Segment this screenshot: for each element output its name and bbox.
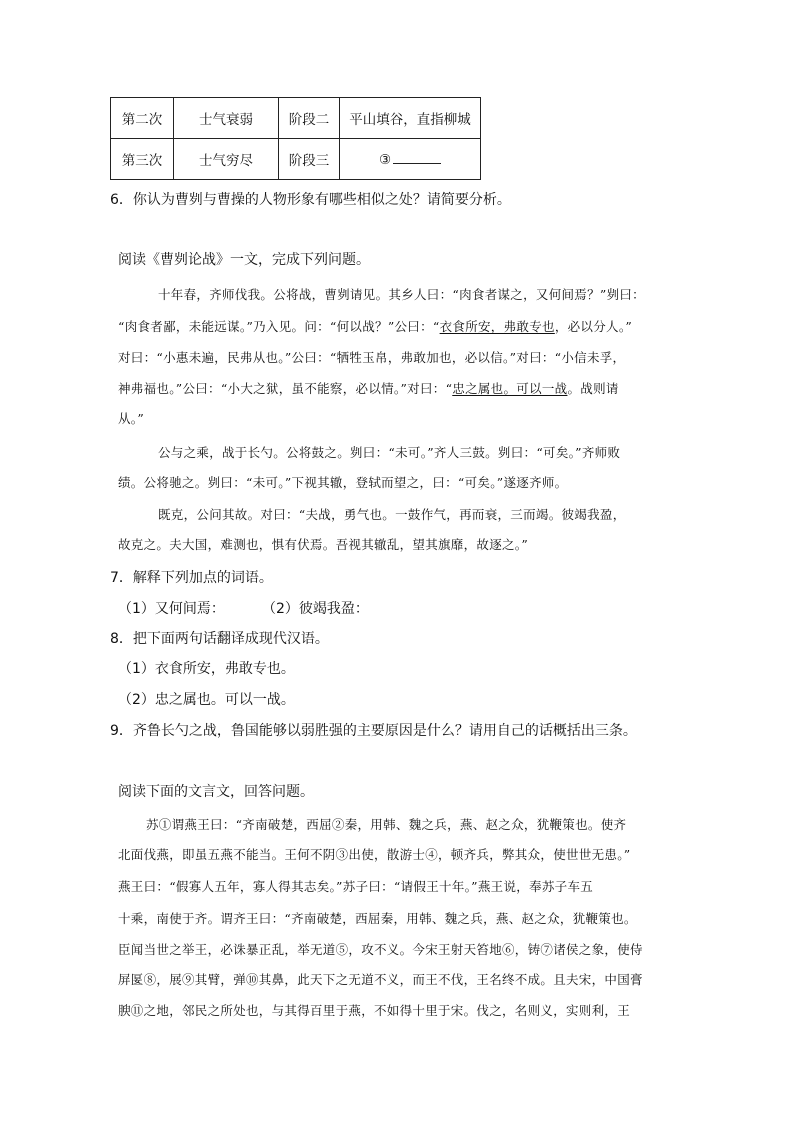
passage-line: 燕王曰：“假寡人五年，寡人得其志矣。”苏子曰：“请假王十年。”燕王说，奉苏子车五 xyxy=(118,879,594,894)
passage-text: 。战则请 xyxy=(567,381,619,396)
passage-line: 臣闻当世之举王，必诛暴正乱，举无道⑤，攻不义。今宋王射天笞地⑥，铸⑦诸侯之象，使侍 xyxy=(118,942,643,957)
passage-line: 十年春，齐师伐我。公将战，曹刿请见。其乡人曰：“肉食者谋之，又何间焉？”刿曰： xyxy=(158,287,645,302)
passage-line: 北面伐燕，即虽五燕不能当。王何不阴③出使，散游士④，顿齐兵，弊其众，使世世无患。” xyxy=(118,847,631,862)
passage-line: 绩。公将驰之。刿曰：“未可。”下视其辙，登轼而望之，曰：“可矣。”遂逐齐师。 xyxy=(118,475,568,490)
passage-text: “肉食者鄙，未能远谋。”乃入见。问：“何以战？”公曰：“ xyxy=(118,319,440,334)
table-cell: 士气穷尽 xyxy=(174,139,279,180)
table-cell: 第二次 xyxy=(111,98,174,139)
passage-line: 故克之。夫大国，难测也，惧有伏焉。吾视其辙乱，望其旗靡，故逐之。” xyxy=(118,537,529,552)
passage-line: 从。” xyxy=(118,411,145,426)
section-intro: 阅读《曹刿论战》一文，完成下列问题。 xyxy=(118,252,370,268)
question-8-item-2: （2）忠之属也。可以一战。 xyxy=(118,692,295,708)
underlined-text: 忠之属也。可以一战 xyxy=(452,381,568,396)
passage-line: 腴⑪之地，邻民之所处也，与其得百里于燕，不如得十里于宋。伐之，名则义，实则利，王 xyxy=(118,1003,631,1018)
passage-line: 既克，公问其故。对曰：“夫战，勇气也。一鼓作气，再而衰，三而竭。彼竭我盈， xyxy=(158,507,626,522)
passage-text: 神弗福也。”公曰：“小大之狱，虽不能察，必以情。”对曰：“ xyxy=(118,381,453,396)
table-cell: 第三次 xyxy=(111,139,174,180)
passage-line xyxy=(118,379,619,397)
fill-in-blank xyxy=(393,151,441,164)
passage-line: 公与之乘，战于长勺。公将鼓之。刿曰：“未可。”齐人三鼓。刿曰：“可矣。”齐师败 xyxy=(158,445,621,460)
passage-line: 十乘，南使于齐。谓齐王曰：“齐南破楚，西屈秦，用韩、魏之兵，燕、赵之众，犹鞭策也。 xyxy=(118,911,637,926)
stage-table xyxy=(110,97,481,180)
question-7: 7．解释下列加点的词语。 xyxy=(110,570,273,586)
question-8: 8．把下面两句话翻译成现代汉语。 xyxy=(110,631,329,647)
table-cell-blank xyxy=(340,139,481,180)
blank-marker: ③ xyxy=(378,151,392,168)
question-7-item-1: （1）又何间焉： xyxy=(118,601,225,617)
passage-text: ，必以分人。” xyxy=(554,319,633,334)
passage-line xyxy=(118,317,632,335)
passage-line: 屏匽⑧，展⑨其臂，弹⑩其鼻，此天下之无道不义，而王不伐，王名终不成。且夫宋，中国膏 xyxy=(118,972,643,987)
passage-line: 对曰：“小惠未遍，民弗从也。”公曰：“牺牲玉帛，弗敢加也，必以信。”对曰：“小信未孚， xyxy=(118,350,626,365)
table-cell: 士气衰弱 xyxy=(174,98,279,139)
table-row xyxy=(111,139,481,180)
underlined-text: 衣食所安，弗敢专也 xyxy=(439,319,555,334)
table-cell: 阶段二 xyxy=(279,98,340,139)
question-9: 9．齐鲁长勺之战，鲁国能够以弱胜强的主要原因是什么？请用自己的话概括出三条。 xyxy=(110,723,637,739)
question-7-item-2: （2）彼竭我盈： xyxy=(262,601,369,617)
question-6: 6．你认为曹刿与曹操的人物形象有哪些相似之处？请简要分析。 xyxy=(110,192,511,208)
table-cell: 平山填谷，直指柳城 xyxy=(340,98,481,139)
section-intro: 阅读下面的文言文，回答问题。 xyxy=(118,784,314,800)
table-row xyxy=(111,98,481,139)
table-cell: 阶段三 xyxy=(279,139,340,180)
passage-line: 苏①谓燕王曰：“齐南破楚，西屈②秦，用韩、魏之兵，燕、赵之众，犹鞭策也。使齐 xyxy=(146,817,627,832)
question-8-item-1: （1）衣食所安，弗敢专也。 xyxy=(118,661,295,677)
